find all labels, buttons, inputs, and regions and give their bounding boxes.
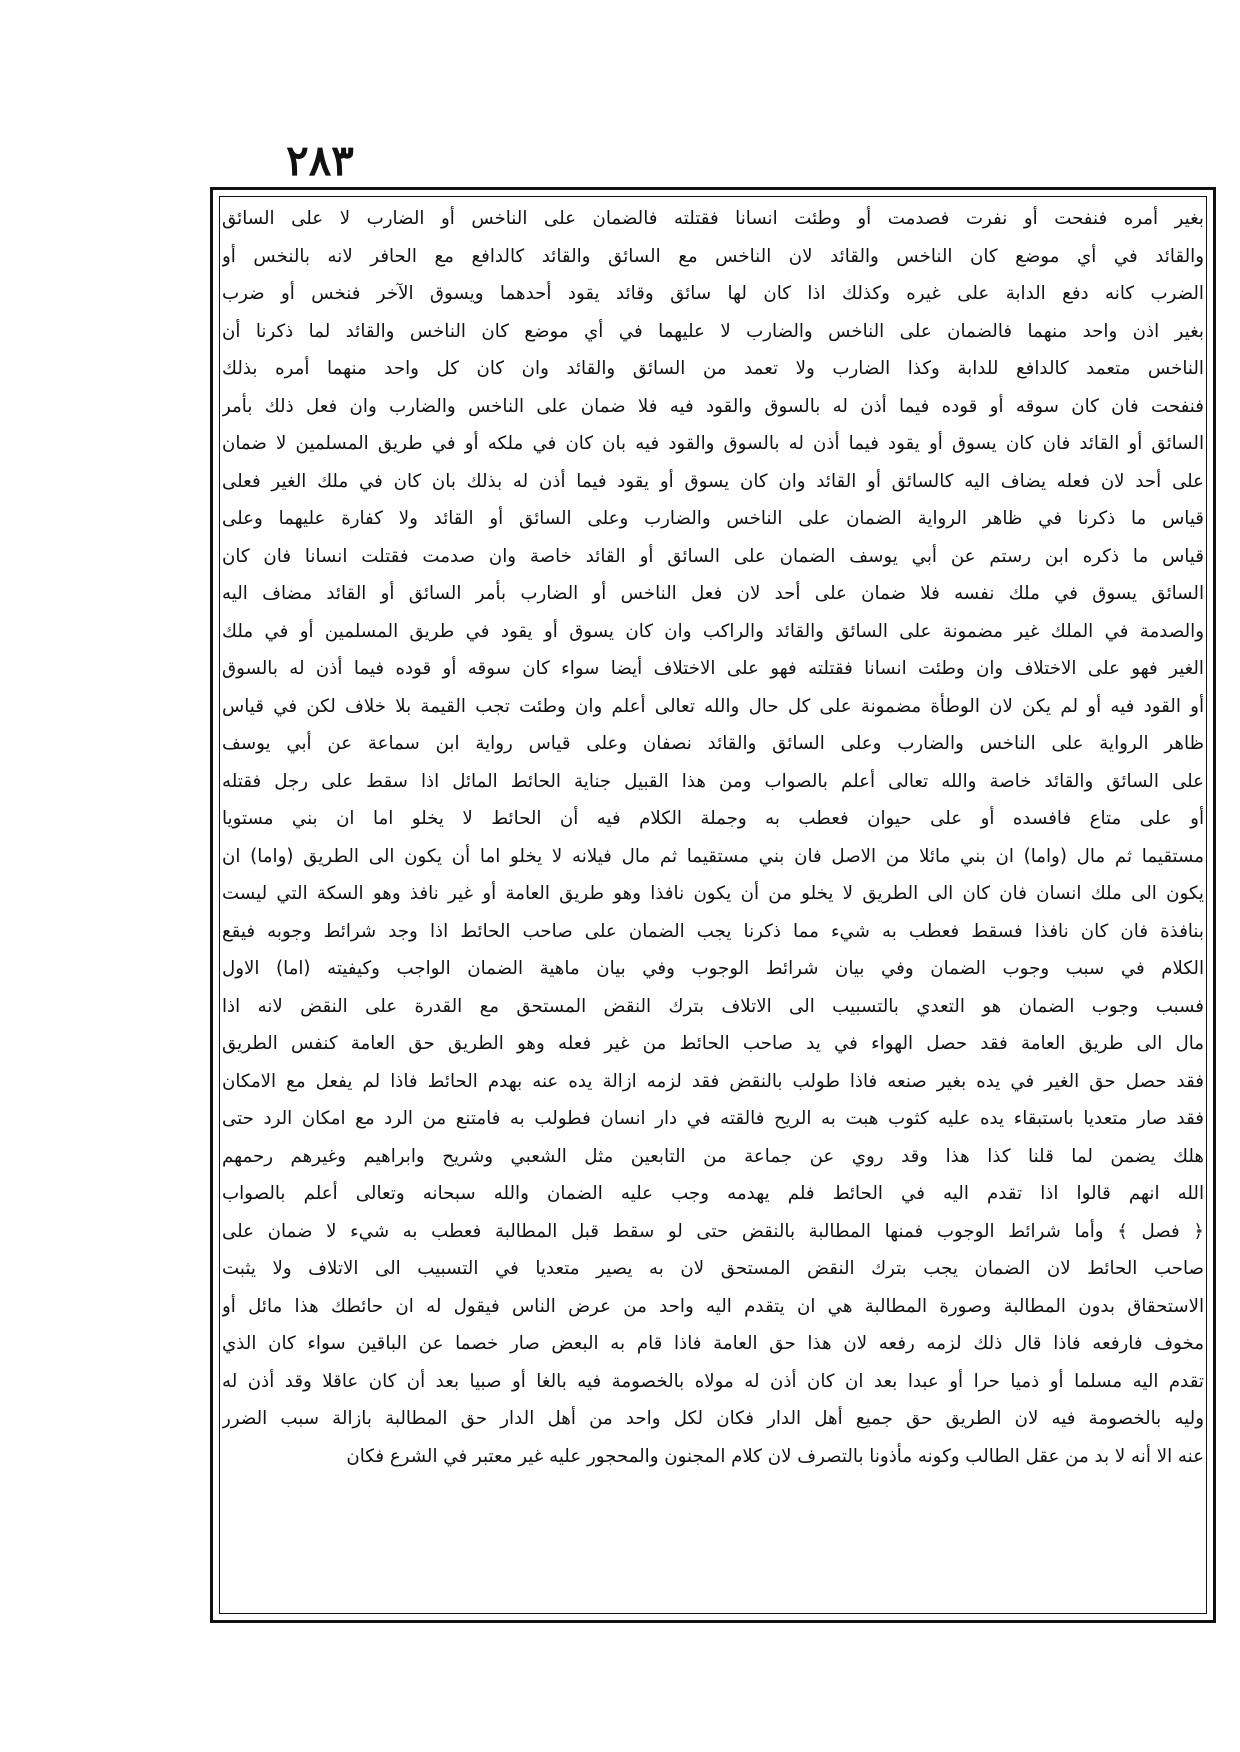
- text-line: قياس ما ذكره ابن رستم عن أبي يوسف الضمان على السائق أو القائد خاصة وان صدمت فقتلت انسانا فان كان: [222, 545, 1204, 567]
- body-text: [222, 200, 1204, 1612]
- text-line: أو على متاع فافسده أو على حيوان فعطب به وجملة الكلام فيه أن الحائط لا يخلو اما ان بني مستويا: [222, 808, 1204, 829]
- text-line: الاستحقاق بدون المطالبة وصورة المطالبة هي ان يتقدم اليه واحد من عرض الناس فيقول له ان حائطك هذا مائل أو: [222, 1295, 1204, 1317]
- text-line: السائق أو القائد فان كان يسوق أو يقود فيما أذن له بالسوق والقود فيه بان كان في ملكه أو في طريق المسلمين لا ضمان: [222, 433, 1204, 454]
- text-line: فسبب وجوب الضمان هو التعدي بالتسبيب الى الاتلاف بترك النقض المستحق مع القدرة على النقض لانه اذا: [222, 995, 1204, 1017]
- text-line: فقد صار متعديا باستبقاء يده عليه كثوب هبت به الريح فالقته في دار انسان فطولب به فامتنع من الرد مع امكان الرد حتى: [222, 1108, 1204, 1129]
- text-line: عنه الا أنه لا بد من عقل الطالب وكونه مأذونا بالتصرف لان كلام المجنون والمحجور عليه غير معتبر في الشرع فكان: [346, 1445, 1204, 1467]
- section-heading-line: ﴿ فصل ﴾ وأما شرائط الوجوب فمنها المطالبة بالنقض حتى لو سقط قبل المطالبة فعطب به شيء لا ضمان على: [222, 1220, 1204, 1242]
- text-line: يكون الى ملك انسان فان كان الى الطريق لا يخلو من أن يكون نافذا وهو طريق العامة أو غير نافذ وهو السكة التي ليست: [222, 883, 1204, 904]
- text-line: قياس ما ذكرنا في ظاهر الرواية الضمان على الناخس والضارب وعلى السائق أو القائد ولا كفارة عليهما وعلى: [222, 508, 1204, 529]
- text-line: فقد حصل حق الغير في يده بغير صنعه فاذا طولب بالنقض فقد لزمه ازالة يده عنه بهدم الحائط فاذا لم يفعل مع الامكان: [222, 1070, 1204, 1092]
- text-line: وليه بالخصومة فيه لان الطريق حق جميع أهل الدار فكان لكل واحد من أهل الدار حق المطالبة بازالة سبب الضرر: [222, 1408, 1204, 1429]
- text-line: بغير أمره فنفحت أو نفرت فصدمت أو وطئت انسانا فقتلته فالضمان على الناخس أو الضارب لا على السائق: [222, 208, 1204, 229]
- text-line: ظاهر الرواية على الناخس والضارب وعلى السائق والقائد نصفان وعلى قياس رواية ابن سماعة عن أبي يوسف: [222, 733, 1204, 754]
- text-line: مستقيما ثم مال (واما) ان بني مائلا من الاصل فان بني مستقيما ثم مال فيلانه لا يخلو اما أن يكون الى الطريق (واما) ان: [222, 845, 1204, 867]
- text-line: مال الى طريق العامة فقد حصل الهواء في يد صاحب الحائط من غير فعله وهو الطريق حق العامة كنفس الطريق: [222, 1033, 1204, 1054]
- text-line: السائق يسوق في ملك نفسه فلا ضمان على أحد لان فعل الناخس أو الضارب بأمر السائق أو القائد مضاف اليه: [222, 583, 1204, 604]
- page-number: ٢٨٣: [286, 136, 354, 185]
- text-line: الناخس متعمد كالدافع للدابة وكذا الضارب ولا تعمد من السائق والقائد وان كان كل واحد منهما أمره بذلك: [222, 358, 1204, 379]
- text-line: مخوف فارفعه فاذا قال ذلك لزمه رفعه لان هذا حق العامة فاذا قام به البعض صار خصما عن الباقين سواء كان الذي: [222, 1333, 1204, 1354]
- text-line: والقائد في أي موضع كان الناخس والقائد لان الناخس مع السائق والقائد كالدافع مع الحافر لانه بالنخس أو: [222, 245, 1204, 267]
- text-line: صاحب الحائط لان الضمان يجب بترك النقض المستحق لان به يصير متعديا في التسبيب الى الاتلاف ولا يثبت: [222, 1258, 1204, 1279]
- text-line: تقدم اليه مسلما أو ذميا حرا أو عبدا بعد ان كان أذن له مولاه بالخصومة فيه بالغا أو صبيا بعد أن كان عاقلا وقد أذن له: [222, 1370, 1204, 1392]
- text-line: على أحد لان فعله يضاف اليه كالسائق أو القائد وان كان يسوق أو يقود فيما أذن له بذلك بان كان في ملك الغير فعلى: [222, 470, 1204, 492]
- text-line: الكلام في سبب وجوب الضمان وفي بيان شرائط الوجوب وفي بيان ماهية الضمان الواجب وكيفيته (اما) الاول: [222, 958, 1204, 979]
- text-line: الغير فهو على الاختلاف وان وطئت انسانا فقتلته فهو على الاختلاف أيضا سواء كان سوقه أو قوده فيما أذن له بالسوق: [222, 658, 1204, 679]
- text-line: بغير اذن واحد منهما فالضمان على الناخس والضارب لا عليهما في أي موضع كان الناخس والقائد لما ذكرنا أن: [222, 320, 1204, 342]
- text-line: والصدمة في الملك غير مضمونة على السائق والقائد والراكب وان كان يسوق أو يقود في طريق المسلمين أو في ملك: [222, 620, 1204, 642]
- text-line: بنافذة فان كان نافذا فسقط فعطب به شيء مما ذكرنا يجب الضمان على صاحب الحائط اذا وجد شرائط وجوبه فيقع: [222, 920, 1204, 942]
- text-line: هلك يضمن لما قلنا كذا هذا وقد روي عن جماعة من التابعين مثل الشعبي وشريح وابراهيم وغيرهم رحمهم: [222, 1145, 1204, 1167]
- text-line: على السائق والقائد خاصة والله تعالى أعلم بالصواب ومن هذا القبيل جناية الحائط المائل اذا سقط على رجل فقتله: [222, 770, 1204, 792]
- text-line: فنفحت فان كان سوقه أو قوده فيما أذن له بالسوق والقود فيه فلا ضمان على الناخس والضارب وان فعل ذلك بأمر: [222, 395, 1204, 417]
- text-line: الله انهم قالوا اذا تقدم اليه في الحائط فلم يهدمه وجب عليه الضمان والله سبحانه وتعالى أعلم بالصواب: [222, 1183, 1204, 1204]
- text-line: أو القود فيه أو لم يكن لان الوطأة مضمونة على كل حال والله تعالى أعلم وان وطئت تجب القيمة بلا خلاف لكن في قياس: [222, 695, 1204, 717]
- text-line: الضرب كانه دفع الدابة على غيره وكذلك اذا كان لها سائق وقائد يقود أحدهما ويسوق الآخر فنخس أو ضرب: [222, 283, 1204, 304]
